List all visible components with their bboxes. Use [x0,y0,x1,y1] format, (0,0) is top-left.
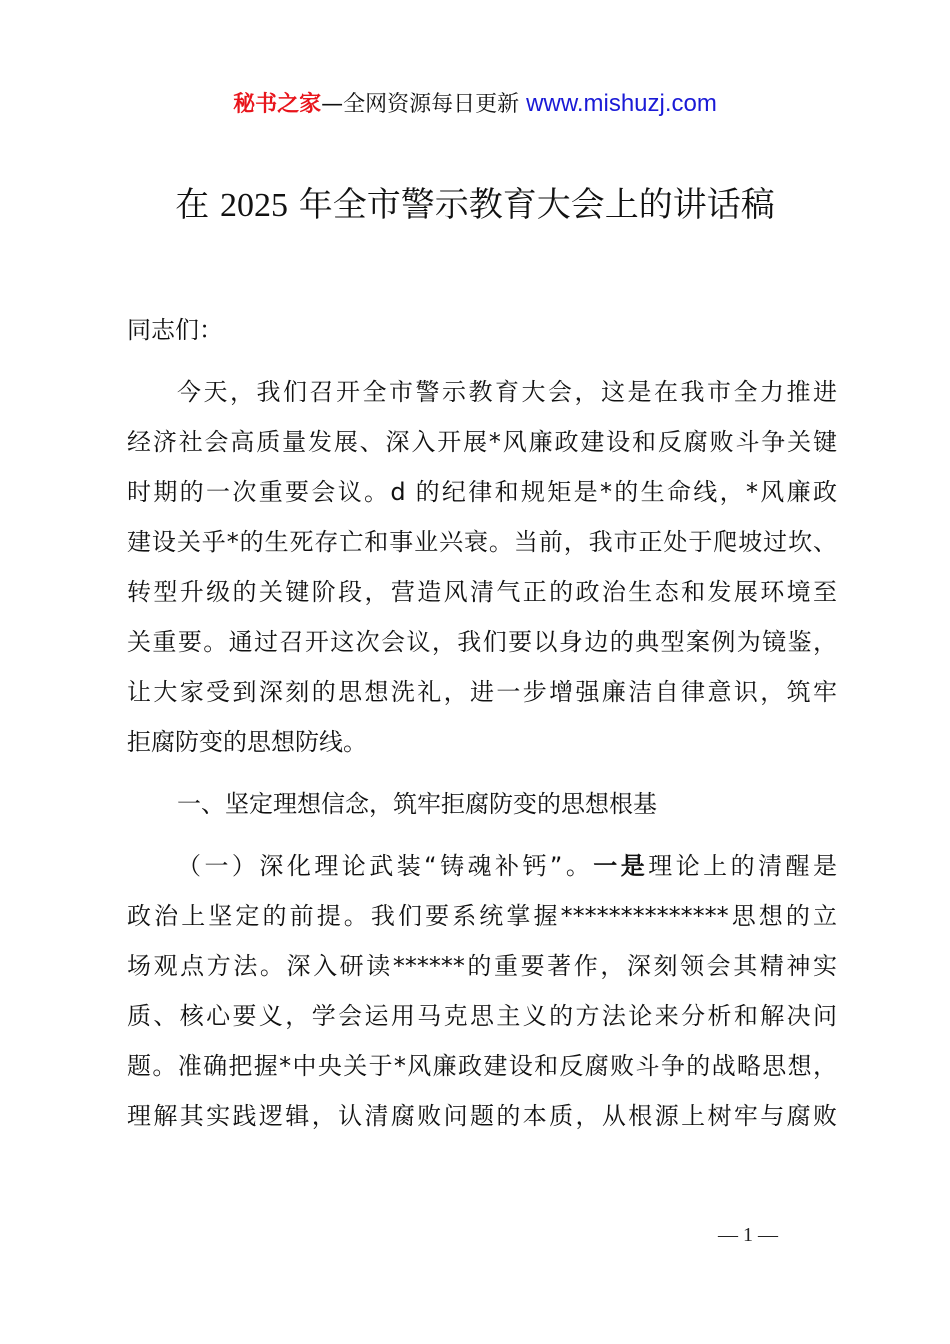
paragraph-line: 建设关乎*的生死存亡和事业兴衰。当前，我市正处于爬坡过坎、 [127,528,837,556]
paragraph-line: 今天，我们召开全市警示教育大会，这是在我市全力推进 [177,378,837,406]
greeting [127,305,837,355]
paragraph-section-1-1 [127,841,837,1141]
paragraph-line: 时期的一次重要会议。d 的纪律和规矩是*的生命线，*风廉政 [127,478,837,506]
title-suffix: 年全市警示教育大会上的讲话稿 [288,185,775,225]
brand-name: 秘书之家 [233,92,322,117]
paragraph-line: 让大家受到深刻的思想洗礼，进一步增强廉洁自律意识，筑牢 [127,678,837,706]
document-title [0,182,950,229]
paragraph-line: 经济社会高质量发展、深入开展*风廉政建设和反腐败斗争关键 [127,428,837,456]
bold-lead: 一是 [593,852,649,880]
line-rest: 理论上的清醒是 [648,852,838,880]
paragraph-line: 政治上坚定的前提。我们要系统掌握**************思想的立 [127,902,837,930]
banner-slogan: —全网资源每日更新 [321,92,527,117]
paragraph-intro [127,367,837,767]
greeting-text: 同志们： [127,316,223,344]
paragraph-line: 理解其实践逻辑，认清腐败问题的本质，从根源上树牢与腐败 [127,1102,837,1130]
title-year: 2025 [220,187,288,224]
site-url-link[interactable]: www.mishuzj.com [526,90,717,117]
title-prefix: 在 [175,185,220,225]
paragraph-line: 转型升级的关键阶段，营造风清气正的政治生态和发展环境至 [127,578,837,606]
section-heading-text: 一、坚定理想信念，筑牢拒腐防变的思想根基 [177,790,657,818]
page-number: — 1 — [718,1224,778,1246]
site-banner [0,88,950,121]
paragraph-line: 题。准确把握*中央关于*风廉政建设和反腐败斗争的战略思想， [127,1052,837,1080]
paragraph-line: 关重要。通过召开这次会议，我们要以身边的典型案例为镜鉴， [127,628,837,656]
paragraph-line: 拒腐防变的思想防线。 [127,728,367,756]
paragraph-line [127,841,837,891]
subsection-label: （一）深化理论武装“铸魂补钙”。 [177,852,594,880]
paragraph-line: 质、核心要义，学会运用马克思主义的方法论来分析和解决问 [127,1002,837,1030]
section-heading [127,779,837,829]
paragraph-line: 场观点方法。深入研读******的重要著作，深刻领会其精神实 [127,952,837,980]
